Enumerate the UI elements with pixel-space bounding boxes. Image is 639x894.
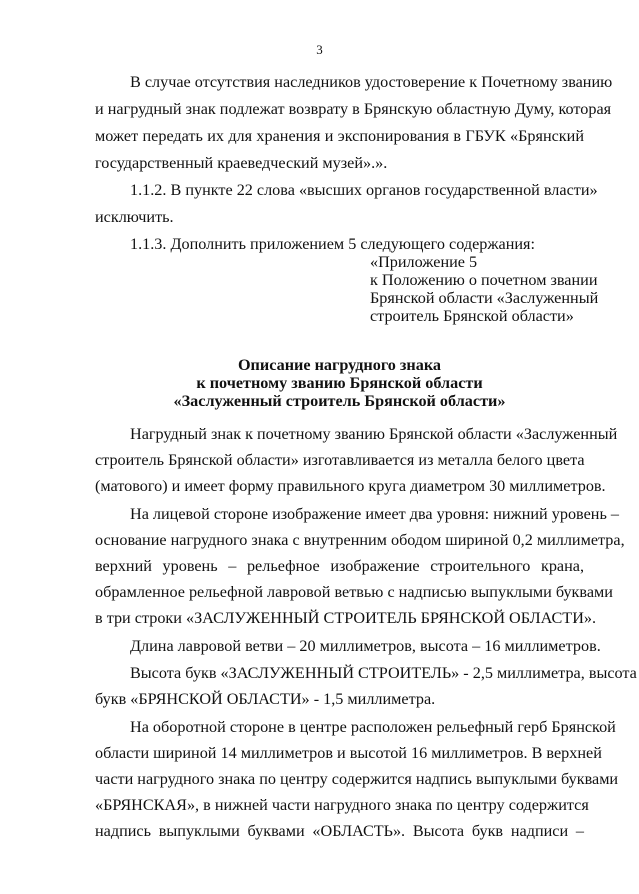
text-line: верхний уровень – рельефное изображение строительного крана, [95, 557, 584, 575]
text-line: (матового) и имеет форму правильного круга диаметром 30 миллиметров. [95, 477, 606, 495]
text-line: части нагрудного знака по центру содержится надпись выпуклыми буквами [95, 770, 619, 788]
text-line: На оборотной стороне в центре расположен рельефный герб Брянской [130, 718, 616, 736]
appendix-header-line: к Положению о почетном звании [370, 271, 598, 289]
text-line: основание нагрудного знака с внутренним ободом шириной 0,2 миллиметра, [95, 531, 625, 549]
text-line: 1.1.3. Дополнить приложением 5 следующего содержания: [130, 235, 535, 253]
text-line: области шириной 14 миллиметров и высотой 16 миллиметров. В верхней [95, 744, 602, 762]
text-line: исключить. [95, 208, 174, 226]
text-line: букв «БРЯНСКОЙ ОБЛАСТИ» - 1,5 миллиметра. [95, 690, 436, 708]
text-line: государственный краеведческий музей».». [95, 154, 388, 172]
appendix-header-line: «Приложение 5 [370, 253, 478, 271]
text-line: Высота букв «ЗАСЛУЖЕННЫЙ СТРОИТЕЛЬ» - 2,5 миллиметра, высота [130, 664, 637, 682]
page-number: 3 [316, 42, 323, 57]
section-title-line: «Заслуженный строитель Брянской области» [173, 392, 506, 410]
text-line: надпись выпуклыми буквами «ОБЛАСТЬ». Высота букв надписи – [95, 822, 584, 840]
text-line: в три строки «ЗАСЛУЖЕННЫЙ СТРОИТЕЛЬ БРЯНСКОЙ ОБЛАСТИ». [95, 609, 597, 627]
section-title-line: Описание нагрудного знака [237, 356, 442, 374]
text-line: На лицевой стороне изображение имеет два уровня: нижний уровень – [130, 505, 619, 523]
text-line: и нагрудный знак подлежат возврату в Брянскую областную Думу, которая [95, 100, 612, 118]
text-line: 1.1.2. В пункте 22 слова «высших органов государственной власти» [130, 181, 598, 199]
text-line: Нагрудный знак к почетному званию Брянской области «Заслуженный [130, 425, 618, 443]
text-line: может передать их для хранения и экспонирования в ГБУК «Брянский [95, 127, 584, 145]
text-line: В случае отсутствия наследников удостоверение к Почетному званию [130, 73, 613, 91]
text-line: Длина лавровой ветви – 20 миллиметров, высота – 16 миллиметров. [130, 637, 601, 655]
text-line: обрамленное рельефной лавровой ветвью с надписью выпуклыми буквами [95, 583, 613, 601]
text-line: «БРЯНСКАЯ», в нижней части нагрудного знака по центру содержится [95, 796, 589, 814]
appendix-header-line: строитель Брянской области» [370, 307, 574, 325]
section-title-line: к почетному званию Брянской области [196, 374, 483, 392]
appendix-header-line: Брянской области «Заслуженный [370, 289, 599, 307]
text-line: строитель Брянской области» изготавливается из металла белого цвета [95, 451, 585, 469]
